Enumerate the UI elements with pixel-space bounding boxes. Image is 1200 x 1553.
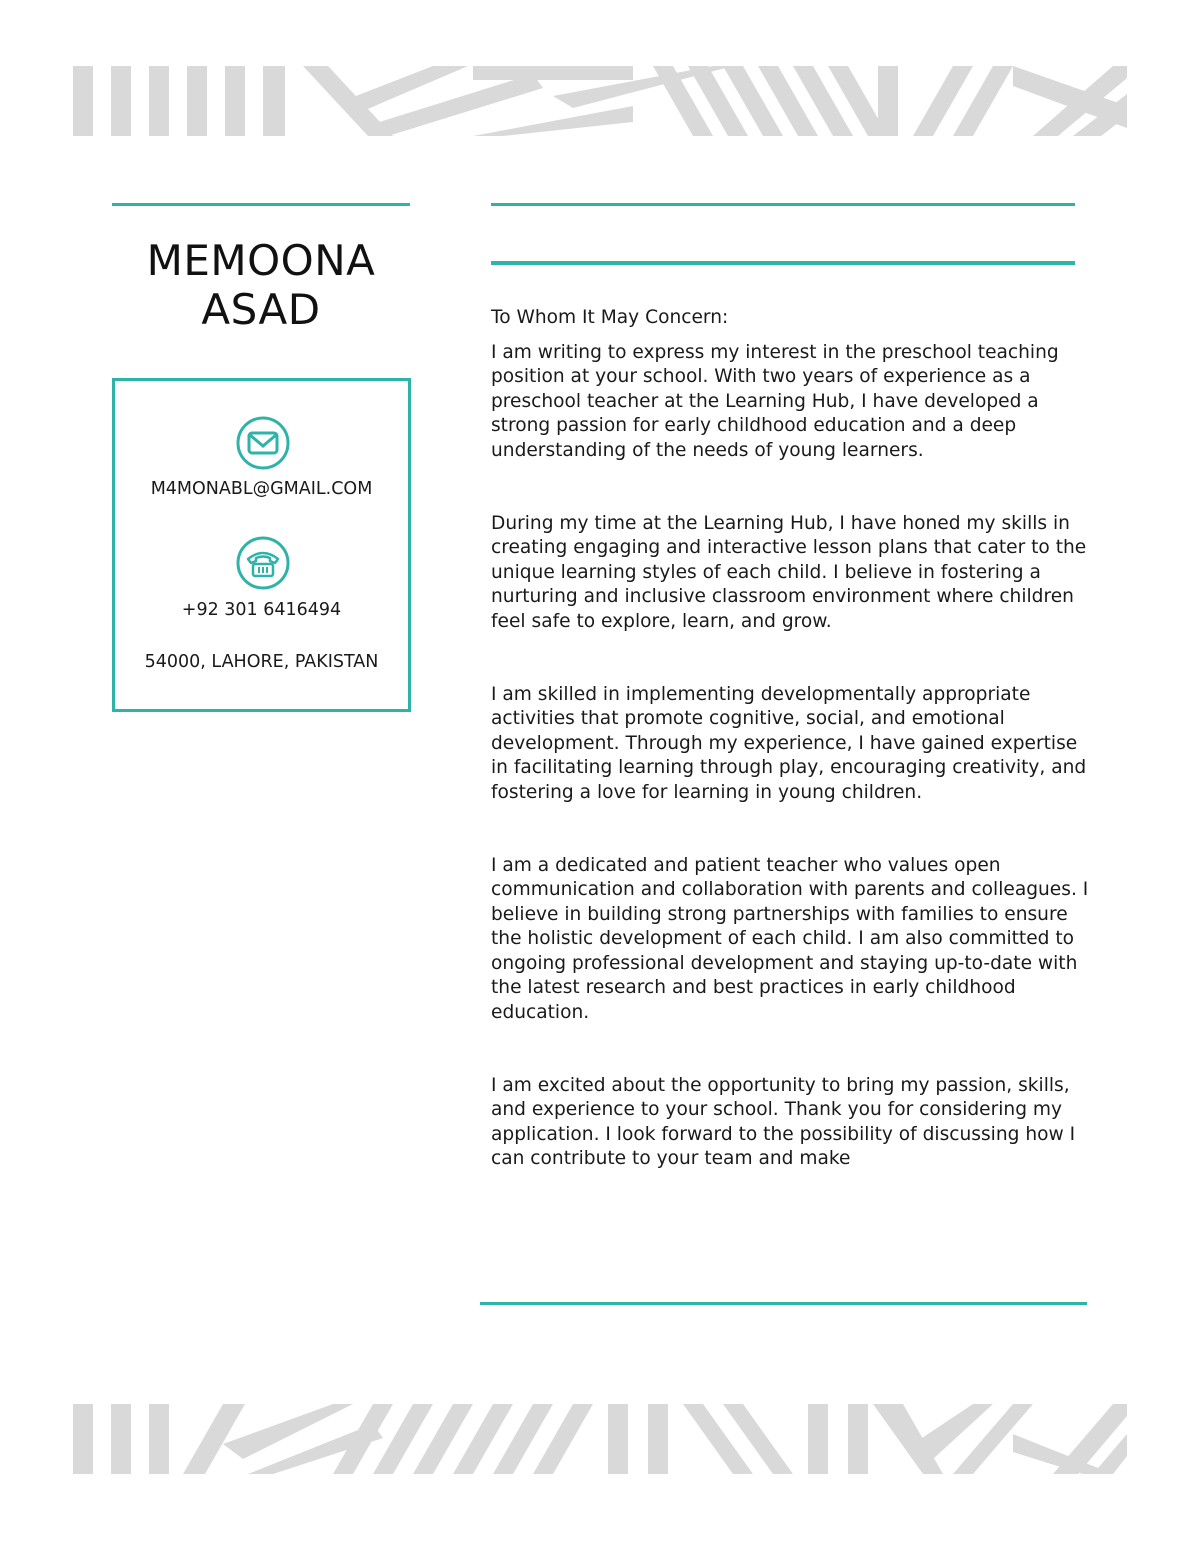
right-top-accent-rule [491,203,1075,206]
phone-number[interactable]: +92 301 6416494 [181,600,342,620]
contact-info-box [112,378,411,712]
letter-paragraph: I am writing to express my interest in the preschool teaching position at your school. With two years of experience as a preschool teacher at the Learning Hub, I have developed a strong passion for early childhood education and a deep understanding of the needs of young learners. [491,341,1059,461]
envelope-icon [235,415,291,471]
letter-body [491,306,1091,1220]
bottom-accent-rule [480,1302,1087,1305]
postal-address: 54000, LAHORE, PAKISTAN [144,652,379,672]
telephone-icon [235,535,291,591]
sender-name [113,236,409,334]
letter-paragraph: I am excited about the opportunity to bring my passion, skills, and experience to your school. Thank you for considering my application. I look forward to the possibility of discussing how I can contribute to your team and make [491,1074,1076,1170]
salutation: To Whom It May Concern: [491,307,729,328]
letter-paragraph: I am skilled in implementing developmentally appropriate activities that promote cognitive, social, and emotional development. Through my experience, I have gained expertise in facilitating learning through play, encouraging creativity, and fostering a love for learning in young children. [491,683,1087,803]
left-top-accent-rule [112,203,410,206]
letter-paragraph: During my time at the Learning Hub, I have honed my skills in creating engaging and interactive lesson plans that cater to the unique learning styles of each child. I believe in fostering a nurturing and inclusive classroom environment where children feel safe to explore, learn, and grow. [491,512,1087,632]
email-address[interactable]: M4MONABL@GMAIL.COM [150,479,373,499]
bottom-decorative-pattern [73,1404,1127,1474]
top-decorative-pattern [73,66,1127,136]
letter-paragraph: I am a dedicated and patient teacher who values open communication and collaboration with parents and colleagues. I believe in building strong partnerships with families to ensure the holistic development of each child. I am also committed to ongoing professional development and staying up-to-date with the latest research and best practices in early childhood education. [491,854,1089,1024]
last-name: ASAD [201,285,321,334]
right-second-accent-rule [491,261,1075,265]
first-name: MEMOONA [146,236,376,285]
